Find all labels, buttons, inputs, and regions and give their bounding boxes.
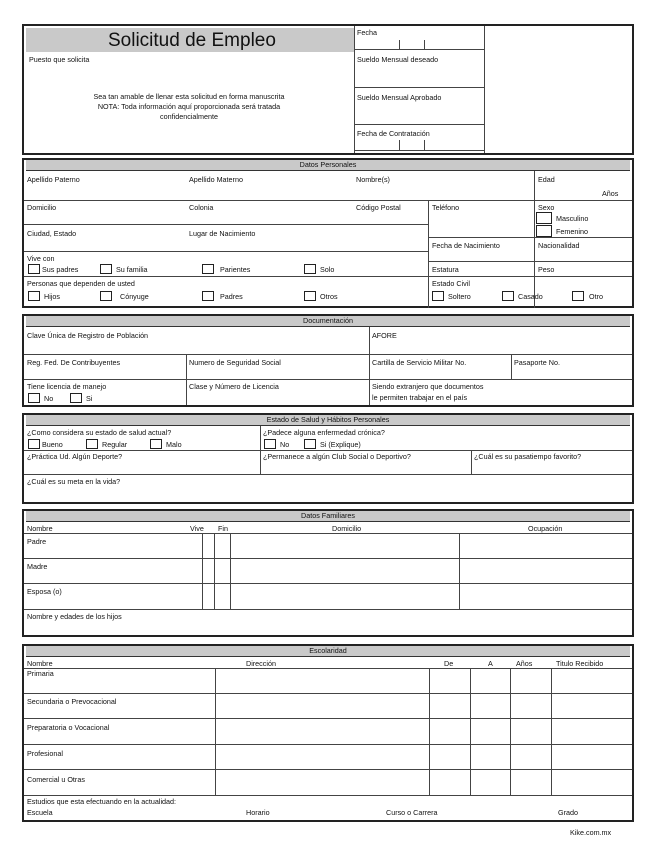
bueno-checkbox[interactable] — [28, 439, 40, 449]
deporte-question: ¿Práctica Ud. Algún Deporte? — [27, 452, 123, 461]
lugar-nacimiento-label: Lugar de Nacimiento — [189, 229, 256, 238]
codigo-postal-label: Código Postal — [356, 203, 401, 212]
domicilio-label: Domicilio — [27, 203, 57, 212]
su-familia-label: Su familia — [116, 265, 148, 274]
pasatiempo-question: ¿Cuál es su pasatiempo favorito? — [474, 452, 582, 461]
nombres-label: Nombre(s) — [356, 175, 390, 184]
otro-label: Otro — [589, 292, 603, 301]
cronica-no-checkbox[interactable] — [264, 439, 276, 449]
nacionalidad-label: Nacionalidad — [538, 241, 580, 250]
estudios-actuales-label: Estudios que esta efectuando en la actualidad: — [27, 797, 177, 806]
masculino-label: Masculino — [556, 214, 589, 223]
datos-personales-header: Datos Personales — [26, 160, 630, 171]
apellido-paterno-label: Apellido Paterno — [27, 175, 80, 184]
documentacion-section — [22, 314, 634, 407]
regular-checkbox[interactable] — [86, 439, 98, 449]
esc-nombre-header: Nombre — [27, 659, 53, 668]
edad-label: Edad — [538, 175, 555, 184]
femenino-label: Femenino — [556, 227, 588, 236]
extranjero-label-2: le permiten trabajar en el país — [372, 393, 468, 402]
familiares-section — [22, 509, 634, 637]
secundaria-label: Secundaria o Prevocacional — [27, 697, 117, 706]
fam-ocupacion-header: Ocupación — [528, 524, 563, 533]
soltero-label: Soltero — [448, 292, 471, 301]
licencia-no-checkbox[interactable] — [28, 393, 40, 403]
cartilla-label: Cartilla de Servicio Militar No. — [372, 358, 467, 367]
dependen-label: Personas que dependen de usted — [27, 279, 135, 288]
parientes-label: Parientes — [220, 265, 251, 274]
sus-padres-label: Sus padres — [42, 265, 79, 274]
vive-con-label: Vive con — [27, 254, 55, 263]
escuela-label: Escuela — [27, 808, 53, 817]
esc-anos-header: Años — [516, 659, 533, 668]
anos-label: Años — [602, 189, 619, 198]
padres-label: Padres — [220, 292, 243, 301]
madre-label: Madre — [27, 562, 48, 571]
primaria-label: Primaria — [27, 669, 54, 678]
cronica-question: ¿Padece alguna enfermedad crónica? — [263, 428, 385, 437]
escolaridad-header: Escolaridad — [26, 646, 630, 657]
fecha-nacimiento-label: Fecha de Nacimiento — [432, 241, 500, 250]
conyuge-checkbox[interactable] — [100, 291, 112, 301]
regular-label: Regular — [102, 440, 128, 449]
otros-checkbox[interactable] — [304, 291, 316, 301]
solo-checkbox[interactable] — [304, 264, 316, 274]
conyuge-label: Cónyuge — [120, 292, 149, 301]
cronica-no-label: No — [280, 440, 290, 449]
footer-credit: Kike.com.mx — [570, 828, 612, 837]
ciudad-estado-label: Ciudad, Estado — [27, 229, 77, 238]
padre-label: Padre — [27, 537, 47, 546]
cronica-si-checkbox[interactable] — [304, 439, 316, 449]
malo-checkbox[interactable] — [150, 439, 162, 449]
extranjero-label: Siendo extranjero que documentos — [372, 382, 484, 391]
rfc-label: Reg. Fed. De Contribuyentes — [27, 358, 121, 367]
page-title: Solicitud de Empleo — [108, 30, 276, 51]
malo-label: Malo — [166, 440, 182, 449]
esc-a-header: A — [488, 659, 493, 668]
esposa-label: Esposa (o) — [27, 587, 62, 596]
esc-direccion-header: Dirección — [246, 659, 276, 668]
peso-label: Peso — [538, 265, 555, 274]
esc-titulo-header: Titulo Recibido — [556, 659, 604, 668]
padres-checkbox[interactable] — [202, 291, 214, 301]
afore-label: AFORE — [372, 331, 397, 340]
fam-domicilio-header: Domicilio — [332, 524, 362, 533]
cronica-si-label: Si (Explique) — [320, 440, 361, 449]
telefono-label: Teléfono — [432, 203, 460, 212]
estado-salud-question: ¿Como considera su estado de salud actual? — [27, 428, 172, 437]
instructions-note: Sea tan amable de llenar esta solicitud en forma manuscrita NOTA: Toda información aquí proporcionada será tratada confidencialmente — [93, 92, 285, 121]
meta-question: ¿Cuál es su meta en la vida? — [27, 477, 121, 486]
casado-label: Casado — [518, 292, 543, 301]
colonia-label: Colonia — [189, 203, 214, 212]
horario-label: Horario — [246, 808, 270, 817]
header-section — [22, 24, 634, 155]
preparatoria-label: Preparatoria o Vocacional — [27, 723, 110, 732]
fecha-label: Fecha — [357, 28, 377, 37]
profesional-label: Profesional — [27, 749, 63, 758]
hijos-nombres-label: Nombre y edades de los hijos — [27, 612, 122, 621]
sus-padres-checkbox[interactable] — [28, 264, 40, 274]
datos-personales-section — [22, 158, 634, 308]
licencia-si-label: Si — [86, 394, 93, 403]
apellido-materno-label: Apellido Materno — [189, 175, 243, 184]
soltero-checkbox[interactable] — [432, 291, 444, 301]
licencia-si-checkbox[interactable] — [70, 393, 82, 403]
fecha-contratacion-label: Fecha de Contratación — [357, 129, 430, 138]
femenino-checkbox[interactable] — [536, 225, 552, 237]
su-familia-checkbox[interactable] — [100, 264, 112, 274]
licencia-no-label: No — [44, 394, 54, 403]
sexo-label: Sexo — [538, 203, 555, 212]
familiares-header: Datos Familiares — [26, 511, 630, 522]
masculino-checkbox[interactable] — [536, 212, 552, 224]
curp-label: Clave Única de Registro de Población — [27, 331, 149, 340]
casado-checkbox[interactable] — [502, 291, 514, 301]
hijos-label: Hijos — [44, 292, 60, 301]
salud-section — [22, 413, 634, 504]
parientes-checkbox[interactable] — [202, 264, 214, 274]
curso-label: Curso o Carrera — [386, 808, 438, 817]
fam-vive-header: Vive — [190, 524, 204, 533]
comercial-label: Comercial u Otras — [27, 775, 85, 784]
pasaporte-label: Pasaporte No. — [514, 358, 560, 367]
licencia-label: Tiene licencia de manejo — [27, 382, 107, 391]
club-question: ¿Permanece a algún Club Social o Deportivo? — [263, 452, 411, 461]
clase-licencia-label: Clase y Número de Licencia — [189, 382, 279, 391]
estatura-label: Estatura — [432, 265, 459, 274]
escolaridad-section — [22, 644, 634, 822]
fam-nombre-header: Nombre — [27, 524, 53, 533]
hijos-checkbox[interactable] — [28, 291, 40, 301]
grado-label: Grado — [558, 808, 578, 817]
fam-fin-header: Fin — [218, 524, 228, 533]
otros-label: Otros — [320, 292, 338, 301]
sueldo-deseado-label: Sueldo Mensual deseado — [357, 55, 439, 64]
puesto-label: Puesto que solicita — [29, 55, 90, 64]
bueno-label: Bueno — [42, 440, 63, 449]
esc-de-header: De — [444, 659, 454, 668]
otro-checkbox[interactable] — [572, 291, 584, 301]
solo-label: Solo — [320, 265, 335, 274]
sueldo-aprobado-label: Sueldo Mensual Aprobado — [357, 93, 442, 102]
documentacion-header: Documentación — [26, 316, 630, 327]
estado-civil-label: Estado Civil — [432, 279, 470, 288]
nss-label: Numero de Seguridad Social — [189, 358, 281, 367]
salud-header: Estado de Salud y Hábitos Personales — [26, 415, 630, 426]
